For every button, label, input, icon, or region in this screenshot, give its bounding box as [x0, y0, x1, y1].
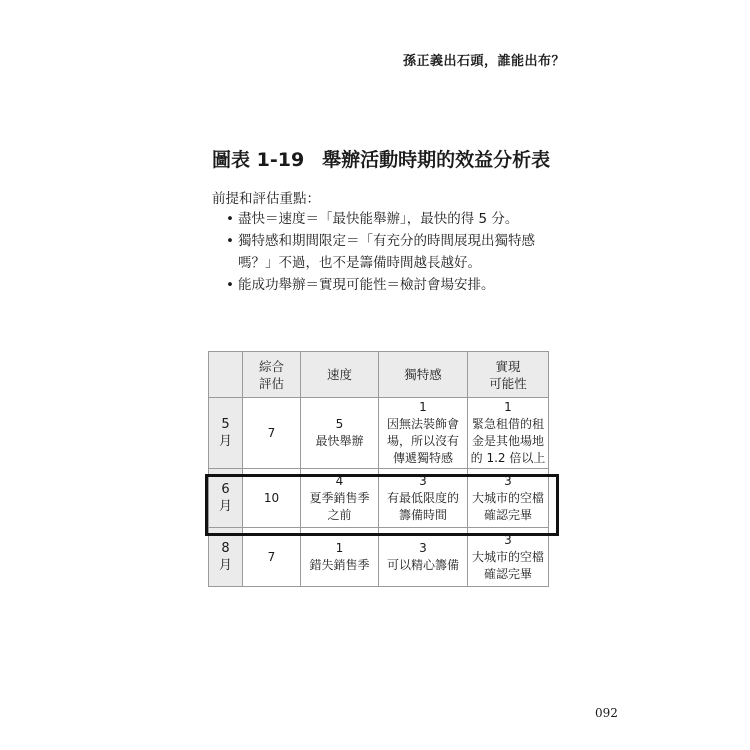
month-cell — [209, 528, 243, 587]
header-feasibility: 實現 可能性 — [468, 352, 549, 398]
uniqueness-desc: 因無法裝飾會 場，所以沒有 傳遞獨特感 — [386, 417, 459, 465]
feasibility-cell — [468, 398, 549, 469]
figure-title — [212, 145, 550, 172]
overall-score: 10 — [243, 469, 301, 528]
page-number: 092 — [595, 706, 618, 720]
uniqueness-cell — [379, 469, 468, 528]
feasibility-cell — [468, 469, 549, 528]
uniqueness-desc: 有最低限度的 籌備時間 — [386, 490, 459, 522]
month-unit: 月 — [218, 558, 232, 573]
bullet-icon: • — [226, 277, 234, 293]
feasibility-desc: 緊急租借的租 金是其他場地 的 1.2 倍以上 — [470, 417, 546, 465]
premise-heading: 前提和評估重點： — [212, 191, 320, 207]
criteria-item — [212, 274, 542, 296]
header-uniqueness: 獨特感 — [379, 352, 468, 398]
criteria-text: 能成功舉辦＝實現可能性＝檢討會場安排。 — [238, 277, 495, 293]
bullet-icon: • — [226, 211, 234, 227]
figure-caption: 舉辦活動時期的效益分析表 — [322, 149, 551, 171]
feasibility-desc: 大城市的空檔 確認完畢 — [471, 549, 544, 581]
speed-desc: 夏季銷售季 之前 — [309, 490, 370, 522]
table-row — [209, 398, 549, 469]
analysis-table — [208, 351, 549, 587]
month-number: 5 — [221, 417, 230, 432]
speed-score: 5 — [335, 417, 344, 431]
bullet-icon: • — [226, 233, 234, 249]
table-row — [209, 528, 549, 587]
speed-score: 1 — [335, 541, 344, 555]
criteria-item — [212, 230, 542, 274]
month-unit: 月 — [218, 499, 232, 514]
feasibility-score: 3 — [504, 532, 512, 547]
criteria-text: 盡快＝速度＝「最快能舉辦」，最快的得 5 分。 — [238, 211, 519, 227]
speed-cell — [301, 469, 379, 528]
running-header: 孫正義出石頭，誰能出布？ — [402, 54, 565, 69]
speed-score: 4 — [335, 473, 344, 488]
speed-cell — [301, 528, 379, 587]
month-number: 8 — [221, 541, 230, 556]
uniqueness-cell — [379, 528, 468, 587]
criteria-list — [212, 208, 542, 296]
month-cell — [209, 469, 243, 528]
uniqueness-cell — [379, 398, 468, 469]
speed-desc: 最快舉辦 — [315, 434, 364, 448]
table-header-row — [209, 352, 549, 398]
header-overall: 綜合 評估 — [243, 352, 301, 398]
feasibility-desc: 大城市的空檔 確認完畢 — [471, 490, 544, 522]
month-unit: 月 — [218, 434, 232, 449]
uniqueness-score: 1 — [419, 400, 427, 414]
month-number: 6 — [221, 482, 230, 497]
speed-desc: 錯失銷售季 — [309, 558, 370, 572]
header-speed: 速度 — [301, 352, 379, 398]
uniqueness-desc: 可以精心籌備 — [386, 558, 459, 572]
month-cell — [209, 398, 243, 469]
speed-cell — [301, 398, 379, 469]
figure-number: 圖表 1-19 — [212, 149, 305, 171]
corner-cell — [209, 352, 243, 398]
criteria-text: 獨特感和期間限定＝「有充分的時間展現出獨特感嗎？」不過，也不是籌備時間越長越好。 — [238, 233, 535, 271]
table-row-highlighted — [209, 469, 549, 528]
feasibility-score: 1 — [504, 400, 512, 414]
criteria-item — [212, 208, 542, 230]
overall-score: 7 — [243, 528, 301, 587]
feasibility-score: 3 — [504, 473, 512, 488]
overall-score: 7 — [243, 398, 301, 469]
uniqueness-score: 3 — [419, 473, 427, 488]
feasibility-cell — [468, 528, 549, 587]
uniqueness-score: 3 — [419, 541, 427, 555]
